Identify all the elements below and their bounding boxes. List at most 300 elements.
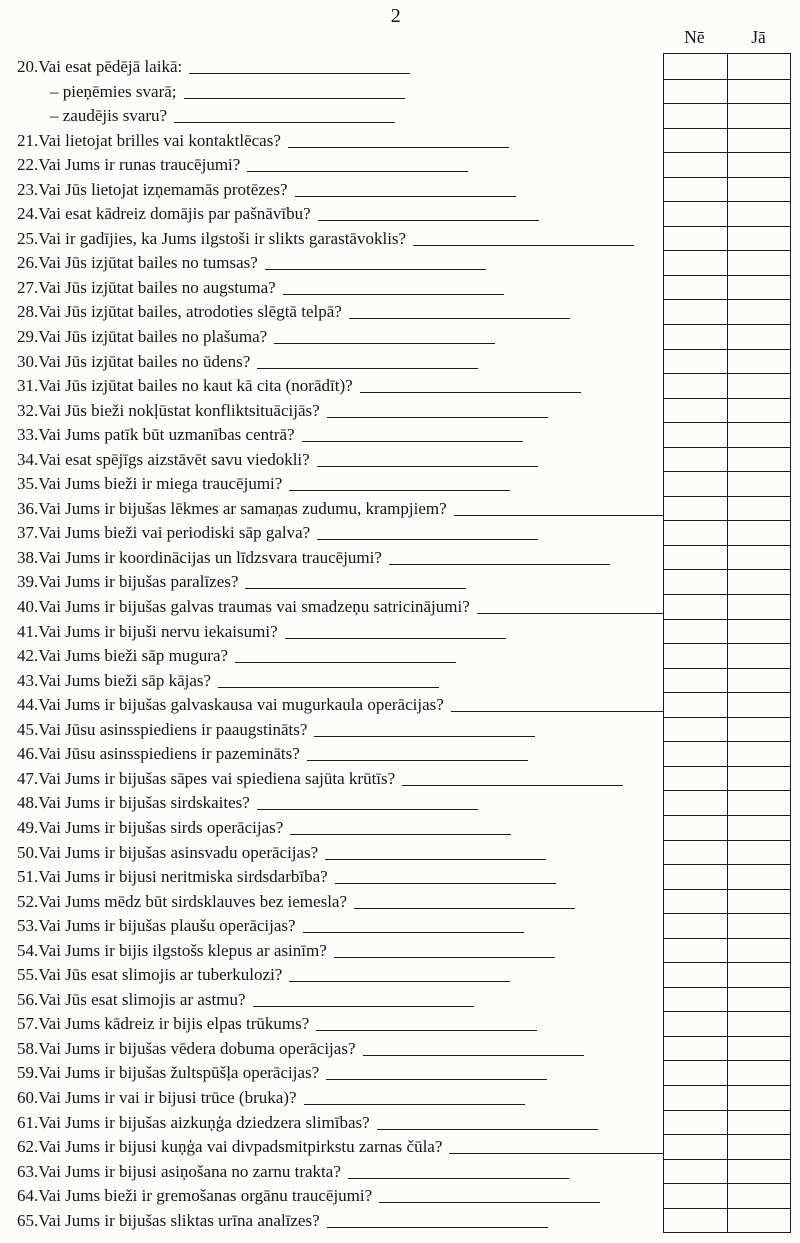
answer-blank-line[interactable] [235,660,456,663]
answer-blank-line[interactable] [290,832,511,835]
answer-cell-no[interactable] [664,251,728,275]
question-line [17,448,662,473]
question-number: 32. [17,400,39,420]
question-number: 30. [17,351,39,371]
answer-cell-yes[interactable] [728,178,791,202]
answer-blank-line[interactable] [354,906,575,909]
answer-cell-yes[interactable] [728,988,791,1012]
question-number: 61. [17,1112,39,1132]
question-number: 59. [17,1063,39,1083]
question-text: Vai Jums ir bijušas sāpes vai spiediena sajūta krūtīs? [38,768,396,788]
answer-cell-no[interactable] [664,80,728,104]
question-line [17,988,662,1013]
answer-blank-line[interactable] [184,96,405,99]
answer-cell-yes[interactable] [728,620,791,644]
answer-cell-yes[interactable] [728,546,791,570]
question-line [17,1111,662,1136]
question-number: 40. [17,597,39,617]
question-line [17,644,662,669]
question-number: 62. [17,1137,39,1157]
answer-blank-line[interactable] [327,1225,548,1228]
answer-cell-no[interactable] [664,129,728,153]
answer-row [664,447,790,472]
answer-cell-no[interactable] [664,865,728,889]
answer-cell-yes[interactable] [728,300,791,324]
answer-cell-yes[interactable] [728,1012,791,1036]
answer-blank-line[interactable] [379,1200,600,1203]
answer-blank-line[interactable] [349,316,570,319]
question-number: 21. [17,130,39,150]
question-number: 28. [17,302,39,322]
answer-cell-no[interactable] [664,227,728,251]
question-line [17,1135,662,1160]
answer-cell-yes[interactable] [728,80,791,104]
answer-cell-no[interactable] [664,399,728,423]
answer-cell-no[interactable] [664,1012,728,1036]
answer-row [664,938,790,963]
answer-row [664,201,790,226]
question-number: 33. [17,425,39,445]
answer-cell-no[interactable] [664,546,728,570]
answer-cell-no[interactable] [664,423,728,447]
answer-cell-yes[interactable] [728,816,791,840]
question-line [17,939,662,964]
question-line [17,178,662,203]
answer-cell-yes[interactable] [728,1061,791,1085]
answer-row [664,152,790,177]
question-number: 64. [17,1186,39,1206]
question-line [17,374,662,399]
answer-cell-yes[interactable] [728,497,791,521]
question-line [17,718,662,743]
question-line [17,202,662,227]
question-text: Vai Jums patīk būt uzmanības centrā? [38,425,295,445]
answer-cell-no[interactable] [664,350,728,374]
answer-row [664,79,790,104]
answer-cell-yes[interactable] [728,104,791,128]
question-text: – zaudējis svaru? [50,106,168,126]
answer-row [664,840,790,865]
question-text: Vai Jums ir bijušas galvaskausa vai mugurkaula operācijas? [38,695,444,715]
question-number: 44. [17,695,39,715]
question-number: 41. [17,621,39,641]
answer-cell-no[interactable] [664,54,728,79]
answer-cell-yes[interactable] [728,791,791,815]
question-number: 53. [17,916,39,936]
question-line [17,129,662,154]
answer-cell-no[interactable] [664,178,728,202]
answer-cell-yes[interactable] [728,1135,791,1159]
answer-cell-yes[interactable] [728,448,791,472]
answer-cell-no[interactable] [664,300,728,324]
answer-blank-line[interactable] [360,390,581,393]
question-text: Vai Jums ir runas traucējumi? [38,155,241,175]
answer-cell-no[interactable] [664,570,728,594]
answer-row [664,103,790,128]
question-line [17,521,662,546]
answer-cell-no[interactable] [664,325,728,349]
question-text: – pieņēmies svarā; [50,81,177,101]
answer-cell-yes[interactable] [728,767,791,791]
question-line [17,816,662,841]
answer-cell-no[interactable] [664,914,728,938]
question-number: 36. [17,498,39,518]
question-number: 34. [17,449,39,469]
answer-cell-yes[interactable] [728,1037,791,1061]
answer-blank-line[interactable] [174,120,395,123]
answer-cell-yes[interactable] [728,251,791,275]
answer-blank-line[interactable] [295,194,516,197]
question-text: Vai Jums mēdz būt sirdsklauves bez iemesla? [38,891,348,911]
answer-blank-line[interactable] [454,513,675,516]
question-number: 20. [17,57,39,76]
answer-row [664,741,790,766]
question-number: 58. [17,1038,39,1058]
question-text: Vai Jums ir bijusi asiņošana no zarnu trakta? [38,1161,341,1181]
answer-cell-yes[interactable] [728,742,791,766]
answer-cell-no[interactable] [664,718,728,742]
answer-row [664,815,790,840]
answer-cell-yes[interactable] [728,1184,791,1208]
question-text: Vai Jūs esat slimojis ar tuberkulozi? [38,965,283,985]
answer-blank-line[interactable] [257,366,478,369]
question-line [17,1012,662,1037]
answer-blank-line[interactable] [218,685,439,688]
answer-cell-yes[interactable] [728,669,791,693]
question-line [17,227,662,252]
answer-cell-no[interactable] [664,1086,728,1110]
answer-cell-no[interactable] [664,472,728,496]
question-number: 55. [17,965,39,985]
answer-blank-line[interactable] [334,955,555,958]
question-text: Vai Jums ir bijuši nervu iekaisumi? [38,621,278,641]
question-text: Vai Jūsu asinsspiediens ir paaugstināts? [38,719,308,739]
answer-cell-yes[interactable] [728,227,791,251]
question-text: Vai Jums bieži sāp kājas? [38,670,212,690]
question-number: 47. [17,768,39,788]
answer-cell-no[interactable] [664,1037,728,1061]
question-line [17,251,662,276]
question-number: 51. [17,867,39,887]
question-number: 48. [17,793,39,813]
question-line [17,742,662,767]
answer-cell-no[interactable] [664,644,728,668]
answer-cell-no[interactable] [664,153,728,177]
question-text: Vai Jums ir bijušas žultspūšļa operācijas? [38,1063,320,1083]
question-text: Vai Jums ir bijušas galvas traumas vai smadzeņu satricinājumi? [38,597,470,617]
answer-cell-no[interactable] [664,693,728,717]
answer-cell-no[interactable] [664,595,728,619]
answer-blank-line[interactable] [402,783,623,786]
answer-cell-no[interactable] [664,620,728,644]
question-line [17,153,662,178]
question-number: 35. [17,474,39,494]
answer-cell-yes[interactable] [728,939,791,963]
answer-blank-line[interactable] [348,1176,569,1179]
answer-blank-line[interactable] [253,1004,474,1007]
question-text: Vai Jums ir bijušas plaušu operācijas? [38,916,296,936]
question-text: Vai Jums bieži vai periodiski sāp galva? [38,523,311,543]
answer-cell-yes[interactable] [728,350,791,374]
answer-row [664,349,790,374]
answer-row [664,324,790,349]
answer-cell-yes[interactable] [728,1111,791,1135]
answer-cell-yes[interactable] [728,54,791,79]
answer-blank-line[interactable] [285,636,506,639]
answer-cell-no[interactable] [664,669,728,693]
answer-cell-no[interactable] [664,963,728,987]
answer-blank-line[interactable] [451,709,672,712]
yes-column-header: Jā [751,27,766,47]
question-text: Vai Jums ir bijušas vēdera dobuma operācijas? [38,1038,356,1058]
answer-cell-no[interactable] [664,767,728,791]
question-number: 49. [17,817,39,837]
question-text: Vai Jums kādreiz ir bijis elpas trūkums? [38,1014,310,1034]
question-line [17,767,662,792]
answer-cell-no[interactable] [664,742,728,766]
answer-cell-no[interactable] [664,939,728,963]
answer-cell-yes[interactable] [728,129,791,153]
answer-cell-yes[interactable] [728,423,791,447]
answer-blank-line[interactable] [247,169,468,172]
answer-cell-no[interactable] [664,521,728,545]
question-text: Vai Jūs izjūtat bailes no ūdens? [38,351,251,371]
answer-cell-yes[interactable] [728,399,791,423]
answer-cell-no[interactable] [664,1184,728,1208]
question-text: Vai esat kādreiz domājis par pašnāvību? [38,204,311,224]
answer-row [664,373,790,398]
answer-cell-yes[interactable] [728,693,791,717]
answer-blank-line[interactable] [335,881,556,884]
question-number: 63. [17,1161,39,1181]
question-line [17,1061,662,1086]
answer-blank-line[interactable] [317,464,538,467]
answer-row [664,1011,790,1036]
answer-blank-line[interactable] [283,292,504,295]
answer-row [664,1036,790,1061]
answer-blank-line[interactable] [318,218,539,221]
answer-row [664,128,790,153]
question-text: Vai Jums ir koordinācijas un līdzsvara traucējumi? [38,547,382,567]
answer-row [664,177,790,202]
answer-cell-no[interactable] [664,448,728,472]
question-line [17,620,662,645]
answer-cell-no[interactable] [664,890,728,914]
question-line [17,914,662,939]
answer-cell-yes[interactable] [728,1086,791,1110]
answer-cell-no[interactable] [664,276,728,300]
answer-cell-yes[interactable] [728,595,791,619]
answer-row [664,987,790,1012]
question-line [17,1209,662,1234]
question-line [17,55,662,80]
answer-cell-no[interactable] [664,1135,728,1159]
answer-cell-no[interactable] [664,816,728,840]
answer-cell-no[interactable] [664,202,728,226]
answer-cell-no[interactable] [664,1160,728,1184]
answer-blank-line[interactable] [302,439,523,442]
answer-cell-yes[interactable] [728,718,791,742]
answer-blank-line[interactable] [304,1102,525,1105]
answer-blank-line[interactable] [449,1151,670,1154]
question-line [17,300,662,325]
answer-blank-line[interactable] [326,1077,547,1080]
question-line [17,350,662,375]
question-text: Vai Jums ir bijis ilgstošs klepus ar asinīm? [38,940,327,960]
answer-cell-yes[interactable] [728,521,791,545]
question-line [17,104,662,129]
question-text: Vai Jūs bieži nokļūstat konfliktsituācijās? [38,400,320,420]
question-line [17,423,662,448]
answer-blank-line[interactable] [316,1028,537,1031]
answer-blank-line[interactable] [363,1053,584,1056]
answer-cell-yes[interactable] [728,374,791,398]
question-number: 45. [17,719,39,739]
answer-cell-yes[interactable] [728,914,791,938]
question-text: Vai Jums ir bijusi kuņģa vai divpadsmitpirkstu zarnas čūla? [38,1137,443,1157]
answer-row [664,569,790,594]
answer-row [664,889,790,914]
question-line [17,1160,662,1185]
question-number: 52. [17,891,39,911]
question-line [17,472,662,497]
answer-blank-line[interactable] [189,71,410,74]
answer-cell-yes[interactable] [728,202,791,226]
answer-row [664,692,790,717]
answer-row [664,619,790,644]
answer-blank-line[interactable] [327,415,548,418]
question-text: Vai Jums ir bijušas asinsvadu operācijas? [38,842,319,862]
answer-cell-yes[interactable] [728,865,791,889]
question-number: 54. [17,940,39,960]
question-line [17,595,662,620]
answer-row [664,54,790,79]
question-text: Vai Jūs esat slimojis ar astmu? [38,989,246,1009]
answer-cell-no[interactable] [664,497,728,521]
question-line [17,497,662,522]
question-number: 27. [17,277,39,297]
answer-cell-yes[interactable] [728,153,791,177]
question-list [17,55,662,1233]
answer-row [664,668,790,693]
question-text: Vai Jums bieži ir miega traucējumi? [38,474,283,494]
answer-cell-yes[interactable] [728,963,791,987]
question-text: Vai Jums ir bijušas paralīzes? [38,572,239,592]
answer-row [664,545,790,570]
answer-row [664,864,790,889]
answer-blank-line[interactable] [303,930,524,933]
question-number: 37. [17,523,39,543]
answer-cell-no[interactable] [664,988,728,1012]
question-line [17,693,662,718]
answer-blank-line[interactable] [413,243,634,246]
answer-row [664,226,790,251]
question-line [17,963,662,988]
question-text: Vai Jūs izjūtat bailes no augstuma? [38,277,276,297]
question-number: 29. [17,327,39,347]
question-text: Vai lietojat brilles vai kontaktlēcas? [38,130,281,150]
answer-cell-no[interactable] [664,374,728,398]
answer-blank-line[interactable] [289,979,510,982]
answer-blank-line[interactable] [288,145,509,148]
answer-row [664,1110,790,1135]
question-line [17,890,662,915]
answer-blank-line[interactable] [257,807,478,810]
answer-cell-no[interactable] [664,1209,728,1233]
answer-cell-yes[interactable] [728,890,791,914]
answer-cell-no[interactable] [664,1061,728,1085]
answer-blank-line[interactable] [265,267,486,270]
answer-cell-no[interactable] [664,104,728,128]
answer-cell-yes[interactable] [728,644,791,668]
answer-row [664,496,790,521]
question-number: 38. [17,547,39,567]
question-text: Vai esat pēdējā laikā: [38,57,183,76]
answer-blank-line[interactable] [289,488,510,491]
question-number: 23. [17,179,39,199]
question-number: 60. [17,1087,39,1107]
answer-cell-yes[interactable] [728,570,791,594]
answer-row [664,1183,790,1208]
question-number: 31. [17,376,39,396]
answer-blank-line[interactable] [317,537,538,540]
question-number: 46. [17,744,39,764]
question-text: Vai Jums ir bijušas sliktas urīna analīzes? [38,1210,320,1230]
question-number: 56. [17,989,39,1009]
question-text: Vai Jūs izjūtat bailes no kaut kā cita (norādīt)? [38,376,353,396]
answer-row [664,299,790,324]
question-line [17,669,662,694]
answer-row [664,594,790,619]
question-text: Vai Jūs lietojat izņemamās protēzes? [38,179,288,199]
question-number: 42. [17,646,39,666]
answer-blank-line[interactable] [245,586,466,589]
question-line [17,80,662,105]
answer-row [664,790,790,815]
answer-cell-yes[interactable] [728,1209,791,1233]
answer-cell-yes[interactable] [728,472,791,496]
answer-row [664,422,790,447]
answer-row [664,471,790,496]
answer-cell-no[interactable] [664,1111,728,1135]
answer-cell-yes[interactable] [728,276,791,300]
answer-row [664,766,790,791]
answer-row [664,250,790,275]
question-number: 39. [17,572,39,592]
answer-row [664,643,790,668]
question-number: 65. [17,1210,39,1230]
question-text: Vai Jūs izjūtat bailes no tumsas? [38,253,258,273]
answer-blank-line[interactable] [314,734,535,737]
answer-blank-line[interactable] [389,562,610,565]
answer-blank-line[interactable] [307,758,528,761]
answer-blank-line[interactable] [325,857,546,860]
answer-blank-line[interactable] [377,1127,598,1130]
question-number: 24. [17,204,39,224]
answer-cell-yes[interactable] [728,325,791,349]
answer-blank-line[interactable] [274,341,495,344]
question-text: Vai Jums bieži ir gremošanas orgānu traucējumi? [38,1186,373,1206]
question-line [17,841,662,866]
question-line [17,276,662,301]
answer-cell-no[interactable] [664,791,728,815]
answer-row [664,1085,790,1110]
question-number: 26. [17,253,39,273]
answer-cell-yes[interactable] [728,1160,791,1184]
answer-cell-yes[interactable] [728,841,791,865]
answer-cell-no[interactable] [664,841,728,865]
question-line [17,1037,662,1062]
